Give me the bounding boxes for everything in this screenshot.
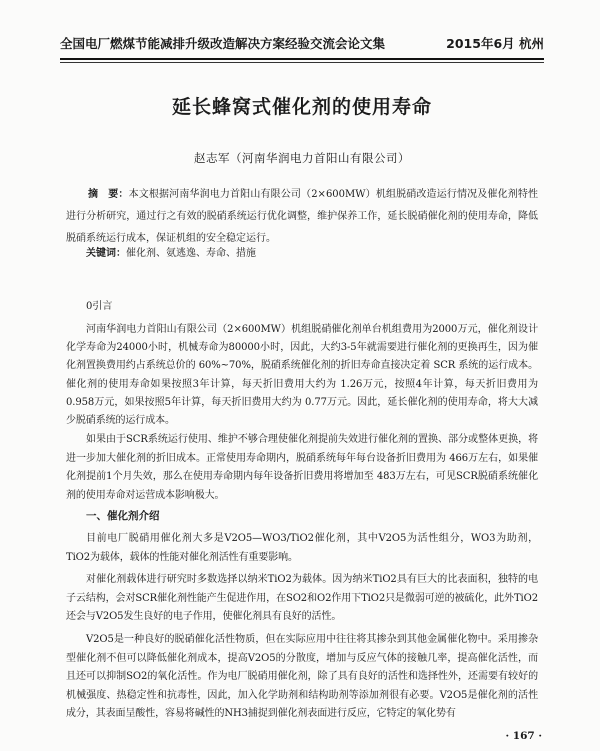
header-date-location: 2015年6月 杭州	[446, 36, 544, 51]
header-proceedings-title: 全国电厂燃煤节能减排升级改造解决方案经验交流会论文集	[60, 36, 386, 51]
intro-paragraph-2: 如果由于SCR系统运行使用、维护不够合理使催化剂提前失效进行催化剂的置换、部分或整体更换，将进一步加大催化剂的折旧成本。正常使用寿命期内，脱硝系统每年每台设备折旧费用为 466万左右，如果催化剂提前1个月失效，那么在使用寿命期内每年设备折旧费用将增加至 483万左右，可见SCR脱硝系统催化剂的使用寿命对运营成本影响极大。	[66, 434, 538, 501]
intro-paragraph-1: 河南华润电力首阳山有限公司（2×600MW）机组脱硝催化剂单台机组费用为2000万元，催化剂设计化学寿命为24000小时，机械寿命为80000小时，因此，大约3-5年就需要进行催化剂的更换再生，因为催化剂置换费用约占系统总价的 60%~70%，脱硝系统催化剂的折旧寿命直接决定着 SCR 系统的运行成本。催化剂的使用寿命如果按照3年计算，每天折旧费用大约为 1.26万元，按照4年计算，每天折旧费用为 0.958万元，如果按照5年计算，每天折旧费用大约为 0.77万元。因此，延长催化剂的使用寿命，将大大减少脱硝系统的运行成本。	[66, 324, 538, 427]
abstract	[66, 184, 538, 250]
section-heading-catalyst: 一、催化剂介绍	[86, 510, 160, 522]
author-line: 赵志军（河南华润电力首阳山有限公司）	[194, 151, 410, 165]
keywords-label: 关键词：	[86, 248, 126, 259]
paragraph-v2o5-activity: V2O5是一种良好的脱硝催化活性物质，但在实际应用中往往将其掺杂到其他金属催化物中。采用掺杂型催化剂不但可以降低催化剂成本，提高V2O5的分散度，增加与反应气体的接触几率，提高催化活性，而且还可以抑制SO2的氧化活性。作为电厂脱硝用催化剂，除了具有良好的活性和选择性外，还需要有较好的机械强度、热稳定性和抗毒性，因此，加入化学助剂和结构助剂等添加剂很有必要。V2O5是催化剂的活性成分，其表面呈酸性，容易将碱性的NH3捕捉到催化剂表面进行反应，它特定的氧化势有	[66, 634, 538, 719]
running-header	[60, 34, 544, 54]
intro-heading: 0引言	[86, 301, 113, 312]
abstract-label: 摘 要：	[88, 189, 129, 200]
page-number: · 167 ·	[505, 730, 542, 742]
keywords	[86, 245, 538, 263]
keywords-text: 催化剂、氨逃逸、寿命、措施	[126, 248, 256, 259]
header-rule-thin	[60, 62, 544, 63]
abstract-text: 本文根据河南华润电力首阳山有限公司（2×600MW）机组脱硝改造运行情况及催化剂特性进行分析研究，通过行之有效的脱硝系统运行优化调整，维护保养工作，延长脱硝催化剂的使用寿命，降低脱硝系统运行成本，保证机组的安全稳定运行。	[66, 189, 539, 244]
paper-title: 延长蜂窝式催化剂的使用寿命	[171, 96, 432, 118]
paragraph-carrier-tio2: 对催化剂载体进行研究时多数选择以纳米TiO2为载体。因为纳米TiO2具有巨大的比表面积，独特的电子云结构，会对SCR催化剂性能产生促进作用，在SO2和O2作用下TiO2只是微弱可逆的被硫化，此外TiO2还会与V2O5发生良好的电子作用，使催化剂具有良好的活性。	[66, 574, 538, 622]
paragraph-catalyst-composition: 目前电厂脱硝用催化剂大多是V2O5—WO3/TiO2催化剂，其中V2O5为活性组分，WO3为助剂，TiO2为载体，载体的性能对催化剂活性有重要影响。	[66, 533, 538, 563]
header-rule-thick	[60, 58, 544, 60]
